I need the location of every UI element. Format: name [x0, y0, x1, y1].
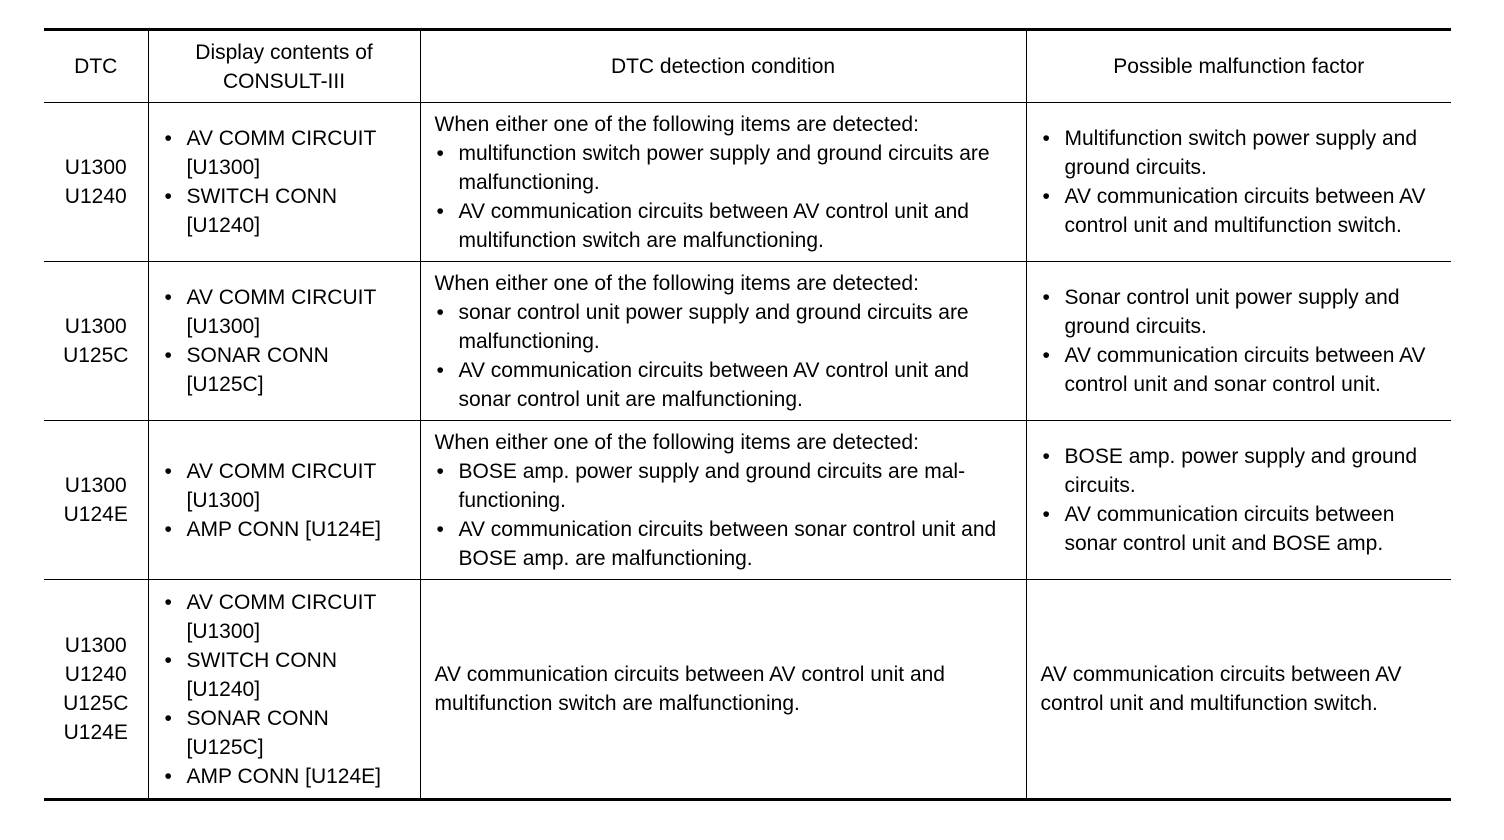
display-contents-cell	[148, 580, 420, 800]
display-item: • AV COMM CIRCUIT [U1300]	[163, 124, 406, 182]
table-header-row	[44, 30, 1451, 103]
display-item: • AV COMM CIRCUIT [U1300]	[163, 457, 406, 515]
malfunction-factor-cell	[1026, 421, 1451, 580]
dtc-code: U1300	[64, 474, 127, 497]
condition-item: • AV communication circuits between sonar control unit and BOSE amp. are malfunctioning.	[435, 515, 1012, 573]
dtc-table	[44, 28, 1451, 801]
dtc-codes-cell	[44, 103, 148, 262]
display-list	[163, 124, 406, 240]
dtc-code: U124E	[63, 721, 128, 744]
display-list	[163, 283, 406, 399]
header-display-line1: Display contents of	[195, 40, 373, 64]
display-item: • SONAR CONN [U125C]	[163, 341, 406, 399]
display-item: • AV COMM CIRCUIT [U1300]	[163, 588, 406, 646]
condition-intro: When either one of the following items are detected:	[434, 271, 919, 295]
condition-item: • sonar control unit power supply and ground circuits are malfunctioning.	[435, 298, 1012, 356]
condition-list	[435, 139, 1012, 255]
dtc-code: U124E	[63, 503, 128, 526]
factor-item: • AV communication circuits between AV control unit and multifunction switch.	[1041, 182, 1438, 240]
display-item: • AV COMM CIRCUIT [U1300]	[163, 283, 406, 341]
table-row	[44, 580, 1451, 800]
header-detection-condition: DTC detection condition	[420, 30, 1026, 103]
header-display-contents	[148, 30, 420, 103]
table-row	[44, 262, 1451, 421]
condition-item: • multifunction switch power supply and ground circuits are malfunctioning.	[435, 139, 1012, 197]
factor-list	[1041, 124, 1438, 240]
condition-item: • BOSE amp. power supply and ground circuits are mal-functioning.	[435, 457, 1012, 515]
malfunction-factor-cell	[1026, 580, 1451, 800]
malfunction-factor-cell	[1026, 103, 1451, 262]
header-dtc: DTC	[44, 30, 148, 103]
dtc-code: U1240	[64, 185, 127, 208]
display-item: • SWITCH CONN [U1240]	[163, 182, 406, 240]
condition-intro: When either one of the following items are detected:	[434, 430, 919, 454]
display-item: • AMP CONN [U124E]	[163, 515, 406, 544]
condition-list	[435, 457, 1012, 573]
condition-item: • AV communication circuits between AV control unit and multifunction switch are malfunctioning.	[435, 197, 1012, 255]
display-list	[163, 588, 406, 791]
dtc-codes-cell	[44, 421, 148, 580]
table-row	[44, 421, 1451, 580]
display-item: • AMP CONN [U124E]	[163, 762, 406, 791]
factor-item: • Sonar control unit power supply and ground circuits.	[1041, 283, 1438, 341]
dtc-code: U125C	[63, 344, 129, 367]
condition-item: • AV communication circuits between AV control unit and sonar control unit are malfunctioning.	[435, 356, 1012, 414]
detection-condition-cell	[420, 103, 1026, 262]
malfunction-factor-cell	[1026, 262, 1451, 421]
factor-item: • AV communication circuits between AV control unit and sonar control unit.	[1041, 341, 1438, 399]
dtc-code: U1300	[64, 634, 127, 657]
header-display-line2: CONSULT-III	[222, 69, 346, 93]
display-contents-cell	[148, 262, 420, 421]
factor-item: • BOSE amp. power supply and ground circuits.	[1041, 442, 1438, 500]
factor-list	[1041, 283, 1438, 399]
factor-item: • Multifunction switch power supply and ground circuits.	[1041, 124, 1438, 182]
detection-condition-cell	[420, 421, 1026, 580]
header-malfunction-factor: Possible malfunction factor	[1026, 30, 1451, 103]
factor-text: AV communication circuits between AV control unit and multifunction switch.	[1040, 663, 1402, 715]
dtc-codes-cell	[44, 262, 148, 421]
table-row	[44, 103, 1451, 262]
condition-list	[435, 298, 1012, 414]
display-item: • SWITCH CONN [U1240]	[163, 646, 406, 704]
detection-condition-cell	[420, 262, 1026, 421]
factor-item: • AV communication circuits between sonar control unit and BOSE amp.	[1041, 500, 1438, 558]
display-item: • SONAR CONN [U125C]	[163, 704, 406, 762]
dtc-code: U1240	[64, 663, 127, 686]
display-contents-cell	[148, 103, 420, 262]
display-list	[163, 457, 406, 544]
dtc-code: U125C	[63, 692, 129, 715]
dtc-codes-cell	[44, 580, 148, 800]
condition-intro: When either one of the following items are detected:	[434, 112, 919, 136]
display-contents-cell	[148, 421, 420, 580]
dtc-code: U1300	[64, 315, 127, 338]
factor-list	[1041, 442, 1438, 558]
detection-condition-cell	[420, 580, 1026, 800]
condition-text: AV communication circuits between AV control unit and multifunction switch are malfunctioning.	[434, 663, 945, 715]
dtc-code: U1300	[64, 156, 127, 179]
